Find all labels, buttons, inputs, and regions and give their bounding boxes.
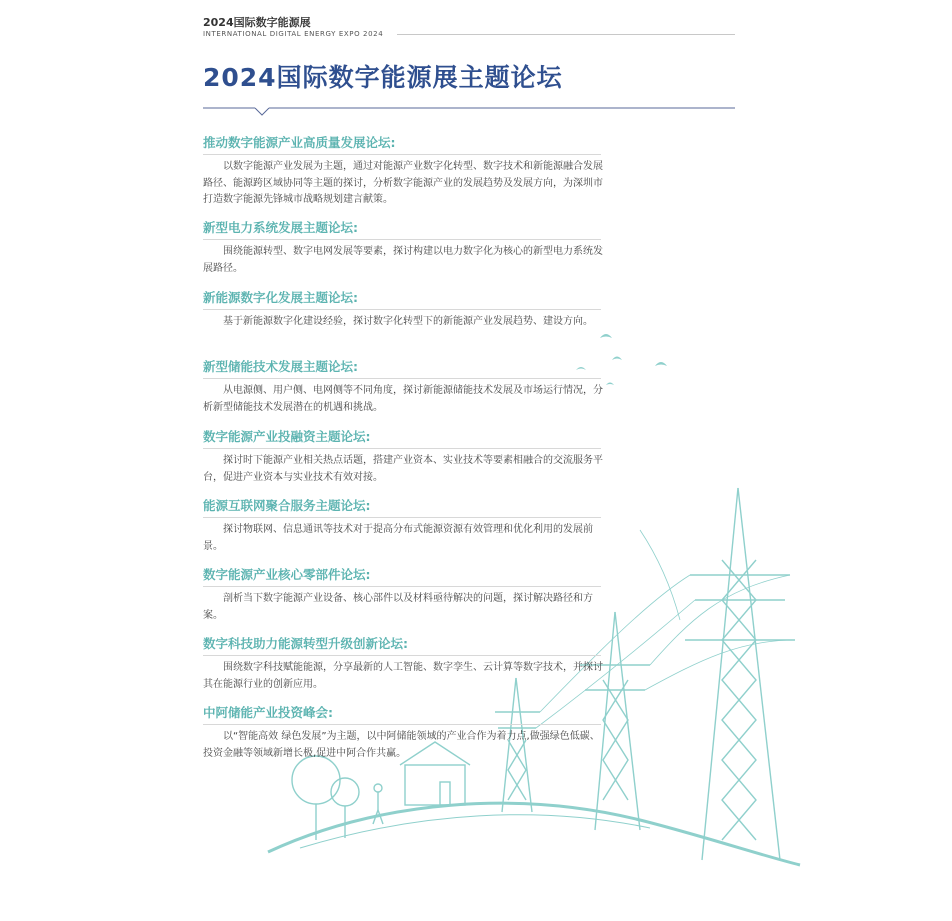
section-body: 探讨时下能源产业相关热点话题，搭建产业资本、实业技术等要素相融合的交流服务平台，促进产业资本与实业技术有效对接。	[203, 455, 603, 483]
section-title: 新型电力系统发展主题论坛:	[203, 220, 358, 235]
forum-section-1	[203, 134, 603, 209]
forum-section-9	[203, 704, 603, 762]
section-body: 基于新能源数字化建设经验，探讨数字化转型下的新能源产业发展趋势、建设方向。	[223, 316, 593, 327]
section-title: 数字能源产业投融资主题论坛:	[203, 429, 371, 444]
forum-section-8	[203, 635, 603, 693]
section-title: 新能源数字化发展主题论坛:	[203, 290, 358, 305]
large-tower	[685, 488, 795, 860]
section-title: 新型储能技术发展主题论坛:	[203, 359, 358, 374]
section-body: 以数字能源产业发展为主题，通过对能源产业数字化转型、数字技术和新能源融合发展路径、能源跨区域协同等主题的探讨，分析数字能源产业的发展趋势及发展方向，为深圳市打造数字能源先锋城市战略规划建言献策。	[203, 161, 603, 205]
section-title: 中阿储能产业投资峰会:	[203, 705, 333, 720]
section-divider	[203, 517, 601, 518]
section-body: 围绕能源转型、数字电网发展等要素，探讨构建以电力数字化为核心的新型电力系统发展路径。	[203, 246, 603, 274]
section-title: 能源互联网聚合服务主题论坛:	[203, 498, 371, 513]
section-divider	[203, 448, 601, 449]
section-body: 探讨物联网、信息通讯等技术对于提高分布式能源资源有效管理和优化利用的发展前景。	[203, 524, 593, 552]
section-title: 推动数字能源产业高质量发展论坛:	[203, 135, 396, 150]
forum-section-5	[203, 428, 603, 486]
section-divider	[203, 655, 601, 656]
section-divider	[203, 378, 601, 379]
section-body: 剖析当下数字能源产业设备、核心部件以及材料亟待解决的问题，探讨解决路径和方案。	[203, 593, 593, 621]
page-title: 2024国际数字能源展主题论坛	[203, 63, 563, 92]
forum-section-3	[203, 289, 603, 331]
forum-section-6	[203, 497, 603, 555]
section-divider	[203, 154, 601, 155]
section-body: 从电源侧、用户侧、电网侧等不同角度，探讨新能源储能技术发展及市场运行情况，分析新型储能技术发展潜在的机遇和挑战。	[203, 385, 603, 413]
section-title: 数字能源产业核心零部件论坛:	[203, 567, 371, 582]
section-divider	[203, 239, 601, 240]
forum-section-4	[203, 358, 603, 416]
header-title-en: INTERNATIONAL DIGITAL ENERGY EXPO 2024	[203, 30, 384, 38]
header-title-cn: 2024国际数字能源展	[203, 16, 311, 29]
section-body: 围绕数字科技赋能能源，分享最新的人工智能、数字孪生、云计算等数字技术，并探讨其在能源行业的创新应用。	[203, 662, 603, 690]
section-title: 数字科技助力能源转型升级创新论坛:	[203, 636, 408, 651]
forum-section-7	[203, 566, 603, 624]
forum-section-2	[203, 219, 603, 277]
section-body: 以“智能高效 绿色发展”为主题，以中阿储能领域的产业合作为着力点,做强绿色低碳、投资金融等领域新增长极,促进中阿合作共赢。	[203, 731, 600, 759]
section-divider	[203, 586, 601, 587]
section-divider	[203, 309, 601, 310]
section-divider	[203, 724, 601, 725]
